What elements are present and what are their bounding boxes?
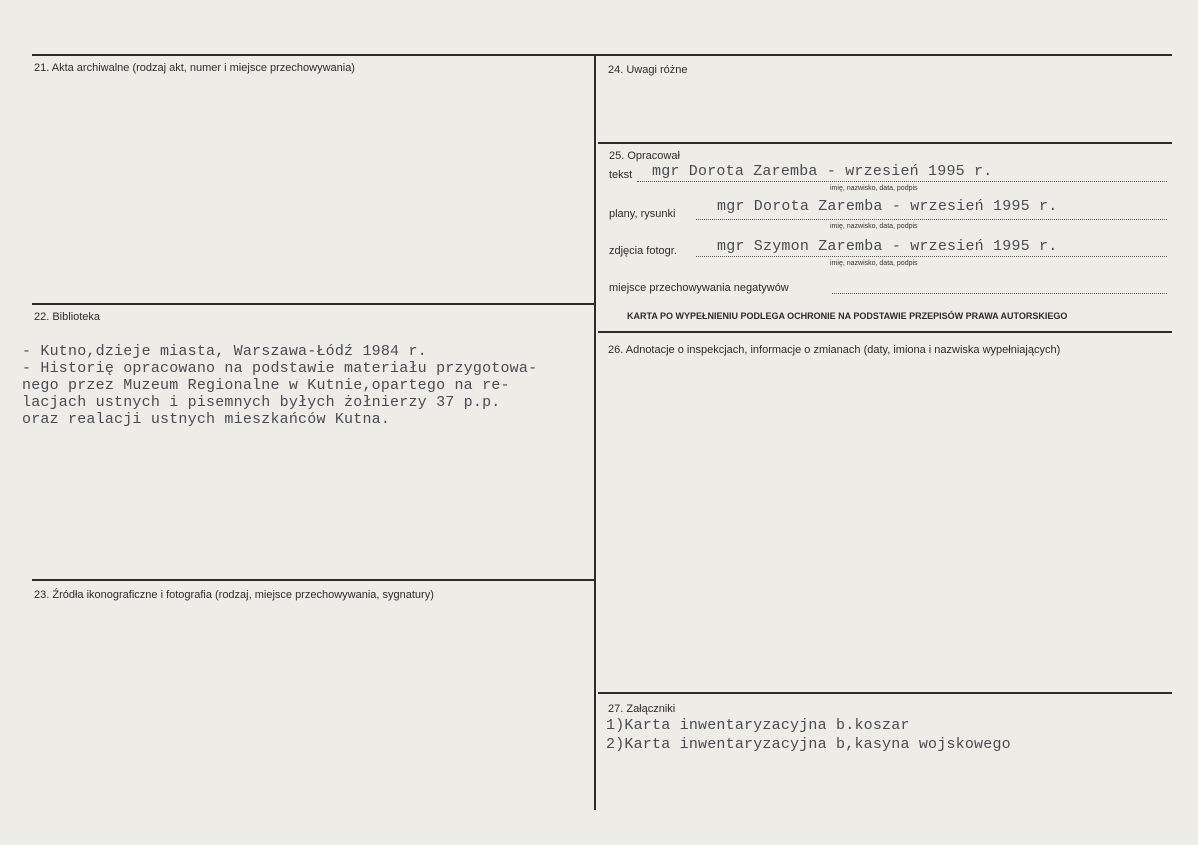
tekst-hint: imię, nazwisko, data, podpis <box>830 185 918 192</box>
zdjecia-hint: imię, nazwisko, data, podpis <box>830 260 918 267</box>
negatywy-dotted-line <box>832 293 1167 294</box>
divider-22-23 <box>32 579 595 581</box>
bibliography-line: lacjach ustnych i pisemnych byłych żołnierzy 37 p.p. <box>22 394 501 411</box>
tekst-dotted-line <box>637 181 1167 182</box>
divider-24-25 <box>598 142 1172 144</box>
plany-label: plany, rysunki <box>609 208 676 220</box>
tekst-value: mgr Dorota Zaremba - wrzesień 1995 r. <box>652 163 993 180</box>
divider-25-26 <box>598 331 1172 333</box>
section-24-label: 24. Uwagi różne <box>608 64 688 76</box>
bibliography-list <box>22 343 537 428</box>
bibliography-line: - Historię opracowano na podstawie materiału przygotowa- <box>22 360 538 377</box>
section-27-label: 27. Załączniki <box>608 703 676 715</box>
zdjecia-value: mgr Szymon Zaremba - wrzesień 1995 r. <box>717 238 1058 255</box>
top-border-line <box>32 54 1172 56</box>
zdjecia-dotted-line <box>696 256 1167 257</box>
attachment-item: 1)Karta inwentaryzacyjna b.koszar <box>606 717 910 734</box>
bibliography-line: oraz realacji ustnych mieszkańców Kutna. <box>22 411 391 428</box>
plany-dotted-line <box>696 219 1167 220</box>
section-26-label: 26. Adnotacje o inspekcjach, informacje o zmianach (daty, imiona i nazwiska wypełniających) <box>608 344 1061 356</box>
zdjecia-label: zdjęcia fotogr. <box>609 245 677 257</box>
divider-26-27 <box>598 692 1172 694</box>
tekst-label: tekst <box>609 169 633 181</box>
bibliography-line: - Kutno,dzieje miasta, Warszawa-Łódź 1984 r. <box>22 343 427 360</box>
plany-hint: imię, nazwisko, data, podpis <box>830 223 918 230</box>
section-23-label: 23. Źródła ikonograficzne i fotografia (rodzaj, miejsce przechowywania, sygnatury) <box>34 589 434 601</box>
bibliography-line: nego przez Muzeum Regionalne w Kutnie,opartego na re- <box>22 377 510 394</box>
section-22-label: 22. Biblioteka <box>34 311 101 323</box>
attachments-list <box>606 716 1011 754</box>
negatywy-label: miejsce przechowywania negatywów <box>609 282 789 294</box>
section-25-label: 25. Opracował <box>609 150 680 162</box>
plany-value: mgr Dorota Zaremba - wrzesień 1995 r. <box>717 198 1058 215</box>
section-21-label: 21. Akta archiwalne (rodzaj akt, numer i miejsce przechowywania) <box>34 62 355 74</box>
copyright-notice: KARTA PO WYPEŁNIENIU PODLEGA OCHRONIE NA PODSTAWIE PRZEPISÓW PRAWA AUTORSKIEGO <box>627 311 1068 321</box>
center-divider-line <box>594 54 596 810</box>
divider-21-22 <box>32 303 595 305</box>
attachment-item: 2)Karta inwentaryzacyjna b,kasyna wojskowego <box>606 736 1011 753</box>
